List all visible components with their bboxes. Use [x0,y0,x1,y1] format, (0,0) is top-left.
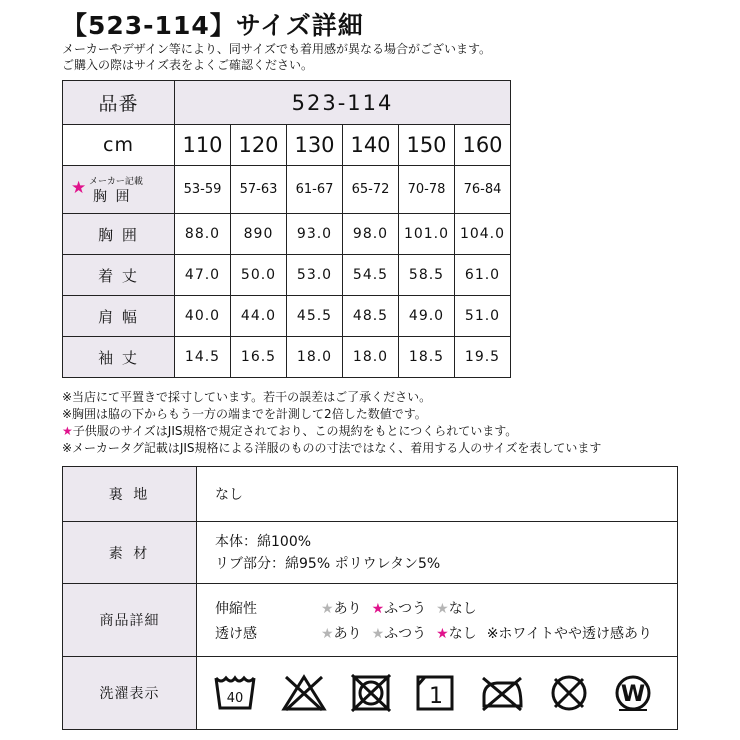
stretch-option: ★ふつう [371,600,427,617]
shoulder-row [63,296,511,337]
table-cell: 101.0 [399,214,455,255]
line-dry-icon [415,674,455,712]
table-cell: 18.5 [399,337,455,378]
table-cell: 51.0 [455,296,511,337]
wash-icons [207,674,677,712]
material-row [63,522,678,584]
table-cell: 61.0 [455,255,511,296]
table-cell: 70-78 [399,166,455,214]
sheer-label: 透け感 [215,625,257,642]
table-cell: 104.0 [455,214,511,255]
lining-label: 裏 地 [63,467,197,522]
stretch-option: ★あり [321,600,362,617]
row-label: 胸 囲 [63,214,175,255]
note-3 [62,423,601,440]
table-cell: 76-84 [455,166,511,214]
table-cell: 45.5 [287,296,343,337]
wet-clean-icon [613,674,653,712]
table-cell: 18.0 [287,337,343,378]
wash-temp: 40 [226,691,244,706]
star-icon: ★ [371,625,385,642]
size-header: 130 [287,125,343,166]
length-row [63,255,511,296]
table-cell: 53.0 [287,255,343,296]
table-cell: 40.0 [175,296,231,337]
sheer-option: ★なし [436,625,477,642]
size-header-row [63,125,511,166]
sheer-option: ★ふつう [371,625,427,642]
table-cell: 18.0 [343,337,399,378]
maker-chest-row [63,166,511,214]
table-cell: 61-67 [287,166,343,214]
table-cell: 53-59 [175,166,231,214]
size-header: 160 [455,125,511,166]
stretch-label: 伸縮性 [215,600,257,617]
table-cell: 54.5 [343,255,399,296]
table-cell: 57-63 [231,166,287,214]
size-header: 110 [175,125,231,166]
product-code-row [63,81,511,125]
star-icon: ★ [62,424,73,438]
wash-row [63,657,678,730]
note-3-text: 子供服のサイズはJIS規格で規定されており、この規約をもとにつくられています。 [72,424,518,438]
no-iron-icon [479,674,525,712]
feature-value [197,584,678,657]
no-dry-clean-icon [549,674,589,712]
star-icon: ★ [71,178,87,198]
lining-value: なし [197,467,678,522]
product-code-label: 品番 [63,81,175,125]
page-title: 【523-114】サイズ詳細 [62,11,364,40]
wet-clean-letter: W [620,682,646,707]
table-cell: 50.0 [231,255,287,296]
material-value [197,522,678,584]
size-header: 140 [343,125,399,166]
star-icon: ★ [371,600,385,617]
size-header: 120 [231,125,287,166]
dry-number: 1 [429,684,443,709]
wash-label: 洗濯表示 [63,657,197,730]
star-icon: ★ [436,625,449,642]
star-icon: ★ [436,600,449,617]
size-header: 150 [399,125,455,166]
table-cell: 58.5 [399,255,455,296]
sheer-line [215,620,677,645]
table-cell: 19.5 [455,337,511,378]
table-cell: 47.0 [175,255,231,296]
detail-table [62,466,678,730]
table-cell: 16.5 [231,337,287,378]
maker-note-label: メーカー記載 [89,177,143,187]
table-cell: 49.0 [399,296,455,337]
intro-line-1: メーカーやデザイン等により、同サイズでも着用感が異なる場合がございます。 [62,42,492,56]
note-2: ※胸囲は脇の下からもう一方の端までを計測して2倍した数値です。 [62,407,427,421]
star-icon: ★ [321,625,334,642]
stretch-option: ★なし [436,600,477,617]
star-icon: ★ [321,600,334,617]
sleeve-row [63,337,511,378]
table-cell: 890 [231,214,287,255]
wash-tub-icon [213,674,257,712]
no-tumble-dry-icon [351,674,391,712]
size-table [62,80,511,378]
wash-value [197,657,678,730]
feature-label: 商品詳細 [63,584,197,657]
table-cell: 93.0 [287,214,343,255]
table-cell: 88.0 [175,214,231,255]
material-label: 素 材 [63,522,197,584]
product-code-value: 523-114 [175,81,511,125]
sheer-option: ★あり [321,625,362,642]
table-cell: 14.5 [175,337,231,378]
intro-line-2: ご購入の際はサイズ表をよくご確認ください。 [62,58,314,72]
no-bleach-icon [281,674,327,712]
feature-row [63,584,678,657]
row-label: 着 丈 [63,255,175,296]
lining-row [63,467,678,522]
table-cell: 44.0 [231,296,287,337]
material-line-2: リブ部分：綿95% ポリウレタン5% [215,555,441,572]
note-4: ※メーカータグ記載はJIS規格による洋服のものの寸法ではなく、着用する人のサイズを表しています [62,441,602,455]
material-line-1: 本体：綿100% [215,533,312,550]
note-1: ※当店にて平置きで採寸しています。若干の誤差はご了承ください。 [62,390,432,404]
sheer-note: ※ホワイトやや透け感あり [486,625,652,642]
stretch-line [215,595,677,620]
cm-label: cm [63,125,175,166]
table-cell: 98.0 [343,214,399,255]
row-label: 袖 丈 [63,337,175,378]
table-cell: 48.5 [343,296,399,337]
chest-row [63,214,511,255]
notes [62,389,601,457]
table-cell: 65-72 [343,166,399,214]
maker-chest-label-cell [63,166,175,214]
maker-chest-label: 胸 囲 [93,189,132,205]
intro-text [62,41,491,73]
row-label: 肩 幅 [63,296,175,337]
